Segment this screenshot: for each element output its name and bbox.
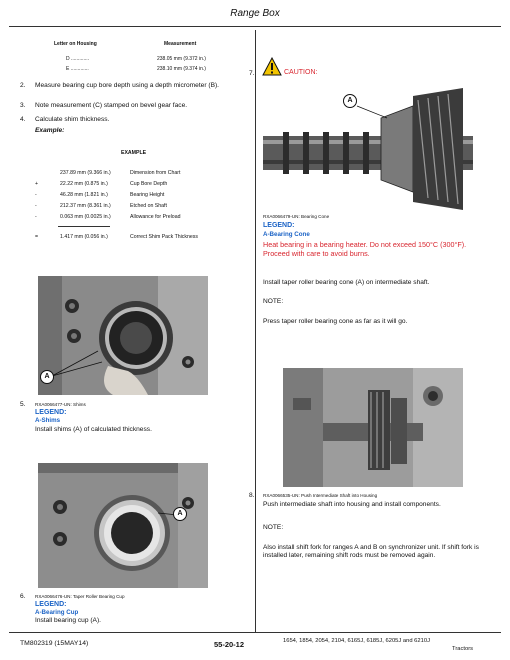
example-heading: EXAMPLE <box>121 150 147 156</box>
shims-photo <box>38 276 208 395</box>
step-number: 8. <box>249 492 255 499</box>
step-text: Measure bearing cup bore depth using a depth micrometer (B). <box>35 82 219 89</box>
callout-a: A <box>40 370 54 384</box>
legend-heading: LEGEND: <box>35 601 67 608</box>
step-text: Install shims (A) of calculated thickness. <box>35 426 152 433</box>
figure-caption: RXA0066477-UN: Shims <box>35 402 86 407</box>
step-text: Push intermediate shaft into housing and install components. <box>263 501 441 508</box>
legend-item: A-Shims <box>35 417 61 424</box>
step-number: 3. <box>20 102 26 109</box>
shims-illustration <box>38 276 208 395</box>
legend-heading: LEGEND: <box>35 409 67 416</box>
note-text: Press taper roller bearing cone as far as it will go. <box>263 318 408 325</box>
model-list-suffix: Tractors <box>452 646 474 652</box>
step-text: Install bearing cup (A). <box>35 617 101 624</box>
intermediate-shaft-photo <box>283 368 463 487</box>
note-label: NOTE: <box>263 298 284 305</box>
bearing-cone-photo <box>263 88 473 210</box>
model-list: 1654, 1854, 2054, 2104, 6165J, 6185J, 6205J and 6210J <box>283 638 430 644</box>
bearing-cup-illustration <box>38 463 208 588</box>
figure-caption: RXA0066535-UN: Push Intermediate Shaft into Housing <box>263 493 378 498</box>
legend-item: A-Bearing Cone <box>263 231 310 238</box>
step-number: 6. <box>20 593 26 600</box>
footer-rule <box>9 632 501 633</box>
bearing-cone-illustration <box>263 88 473 210</box>
bearing-cup-photo <box>38 463 208 588</box>
example-label: Example: <box>35 127 65 134</box>
note-text: Also install shift fork for ranges A and B on synchronizer unit. If shift fork is installed later, remaining shift rods must be removed again. <box>263 544 479 560</box>
legend-heading: LEGEND: <box>263 222 295 229</box>
callout-a: A <box>343 94 357 108</box>
step-number: 7. <box>249 70 255 77</box>
legend-item: A-Bearing Cup <box>35 609 79 616</box>
callout-a: A <box>173 507 187 521</box>
table-header-measurement: Measurement <box>164 41 197 47</box>
document-number: TM802319 (15MAY14) <box>20 640 89 647</box>
caution-label: CAUTION: <box>284 69 318 76</box>
example-table: EXAMPLE 237.89 mm (9.366 in.) Dimension from Chart + 22.22 mm (0.875 in.) Cup Bore Depth - 46.28 mm (1.821 in.) Bearing Height - 212.37 mm (8.361 in.) Etched on Shaft - 0.063 mm (0.0025 in.) Allowance for Preload = 1.417 mm (0.056 in.) Correct Shim Pack Thickness <box>35 150 198 240</box>
step-text: Note measurement (C) stamped on bevel gear face. <box>35 102 188 109</box>
table-cell-letter: D ............. <box>66 56 90 62</box>
header-rule <box>9 26 501 27</box>
intermediate-shaft-illustration <box>283 368 463 487</box>
page-number: 55-20-12 <box>214 640 245 649</box>
step-number: 2. <box>20 82 26 89</box>
table-cell-letter: E ............. <box>66 66 89 72</box>
column-divider <box>255 30 256 632</box>
step-text: Calculate shim thickness. <box>35 116 110 123</box>
step-number: 4. <box>20 116 26 123</box>
step-number: 5. <box>20 401 26 408</box>
figure-caption: RXA0066476-UN: Taper Roller Bearing Cup <box>35 594 125 599</box>
warning-icon <box>262 57 282 77</box>
table-cell-value: 238.05 mm (9.372 in.) <box>157 56 206 62</box>
table-header-letter: Letter on Housing <box>54 41 97 47</box>
heat-warning: Heat bearing in a bearing heater. Do not exceed 150°C (300°F). Proceed with care to avoid burns. <box>263 240 467 258</box>
figure-caption: RXA0066479-UN: Bearing Cone <box>263 214 330 219</box>
sum-rule <box>58 226 110 227</box>
page-title: Range Box <box>230 8 280 19</box>
step-text: Install taper roller bearing cone (A) on intermediate shaft. <box>263 279 430 286</box>
table-cell-value: 238.10 mm (9.374 in.) <box>157 66 206 72</box>
note-label: NOTE: <box>263 524 284 531</box>
